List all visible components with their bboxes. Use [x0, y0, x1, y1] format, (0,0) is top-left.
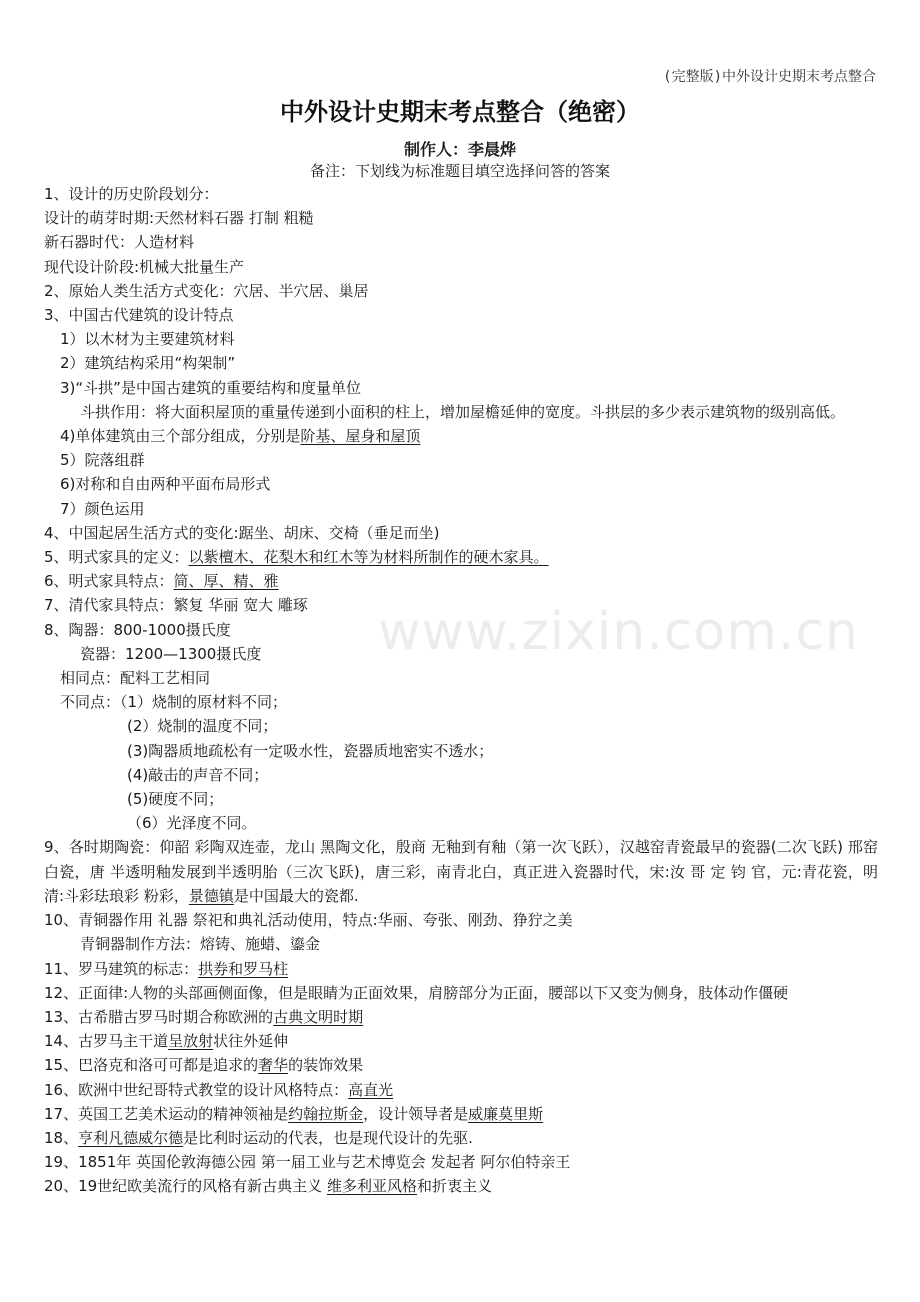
text-segment: 是比利时运动的代表，也是现代设计的先驱.: [183, 1128, 473, 1147]
item-5-heading: [44, 545, 878, 569]
author-line: 制作人：李晨烨: [403, 140, 516, 159]
sub-item: 5）院落组群: [60, 451, 145, 470]
underlined-answer: 拱券和罗马柱: [198, 959, 289, 978]
remark-line: 备注：下划线为标准题目填空选择问答的答案: [309, 162, 610, 180]
watermark-text: www.zixin.com.cn: [378, 602, 859, 662]
text-segment: 11、罗马建筑的标志：: [44, 959, 199, 978]
notes-body: [44, 182, 878, 1199]
text-segment: 14、古罗马主干道: [44, 1032, 169, 1051]
text-segment: 和折衷主义: [416, 1177, 492, 1196]
item-17-heading: [44, 1102, 878, 1126]
underlined-answer: 古典文明时期: [273, 1007, 364, 1026]
underlined-answer: 威廉莫里斯: [468, 1104, 544, 1123]
text-segment: 13、古希腊古罗马时期合称欧洲的: [44, 1007, 274, 1026]
text-line: 瓷器：1200—1300摄氏度: [80, 644, 262, 663]
item-6-heading: [44, 569, 878, 593]
difference-item: （6）光泽度不同。: [127, 814, 257, 833]
text-segment: 17、英国工艺美术运动的精神领袖是: [44, 1104, 289, 1123]
text-segment: 的装饰效果: [288, 1056, 364, 1075]
page-title: 中外设计史期末考点整合（绝密）: [280, 98, 640, 126]
item-1-heading: 1、设计的历史阶段划分：: [44, 185, 219, 203]
underlined-answer: 阶基、屋身和屋顶: [300, 427, 421, 446]
text-line: 青铜器制作方法：熔铸、施蜡、鎏金: [80, 935, 321, 954]
text-line: 不同点：（1）烧制的原材料不同；: [60, 693, 288, 712]
item-4-heading: 4、中国起居生活方式的变化:踞坐、胡床、交椅（垂足而坐): [44, 523, 440, 542]
text-line: 设计的萌芽时期:天然材料石器 打制 粗糙: [44, 209, 314, 228]
underlined-answer: 景德镇: [188, 886, 234, 905]
text-line: 现代设计阶段:机械大批量生产: [44, 257, 245, 276]
item-2-heading: 2、原始人类生活方式变化：穴居、半穴居、巢居: [44, 281, 369, 300]
dougong-function-paragraph: 斗拱作用：将大面积屋顶的重量传递到小面积的柱上，增加屋檐延伸的宽度。斗拱层的多少表示建筑物的级别高低。: [80, 402, 846, 421]
sub-item: 3)“斗拱”是中国古建筑的重要结构和度量单位: [60, 378, 361, 397]
item-8-heading: 8、陶器：800-1000摄氏度: [44, 620, 231, 639]
item-9-paragraph: [44, 835, 878, 908]
difference-item: (3)陶器质地疏松有一定吸水性，瓷器质地密实不透水；: [127, 741, 494, 760]
text-segment: ，设计领导者是: [363, 1104, 469, 1123]
item-18-heading: [44, 1126, 878, 1150]
underlined-answer: 呈放射: [168, 1032, 214, 1051]
text-segment: 16、欧洲中世纪哥特式教堂的设计风格特点：: [44, 1080, 349, 1099]
item-16-heading: [44, 1078, 878, 1102]
text-segment: 20、19世纪欧美流行的风格有新古典主义: [44, 1177, 327, 1196]
underlined-answer: 亨利凡德威尔德: [78, 1128, 184, 1147]
item-10-heading: 10、青铜器作用 礼器 祭祀和典礼活动使用，特点:华丽、夸张、刚劲、狰狞之美: [44, 911, 573, 930]
item-19-heading: 19、1851年 英国伦敦海德公园 第一届工业与艺术博览会 发起者 阿尔伯特亲王: [44, 1153, 571, 1172]
text-line: 新石器时代：人造材料: [44, 233, 195, 252]
difference-item: (4)敲击的声音不同；: [127, 765, 269, 784]
text-segment: 状往外延伸: [213, 1032, 289, 1051]
difference-item: (2）烧制的温度不同；: [127, 717, 278, 736]
underlined-answer: 高直光: [348, 1080, 394, 1099]
sub-item: 6)对称和自由两种平面布局形式: [60, 475, 271, 494]
sub-item: 2）建筑结构采用“构架制”: [60, 354, 236, 373]
text-segment: 18、: [44, 1128, 79, 1147]
text-segment: 是中国最大的瓷都.: [233, 886, 359, 905]
running-header: (完整版)中外设计史期末考点整合: [663, 69, 876, 85]
item-12-paragraph: 12、正面律:人物的头部画侧面像，但是眼睛为正面效果，肩膀部分为正面，腰部以下又变为侧身，肢体动作僵硬: [44, 983, 789, 1002]
text-segment: 5、明式家具的定义：: [44, 548, 189, 567]
text-segment: 15、巴洛克和洛可可都是追求的: [44, 1056, 259, 1075]
item-20-heading: [44, 1174, 878, 1198]
underlined-answer: 以紫檀木、花梨木和红木等为材料所制作的硬木家具。: [188, 548, 549, 567]
text-line: 相同点：配料工艺相同: [60, 669, 211, 688]
item-11-heading: [44, 957, 878, 981]
sub-item: [44, 424, 878, 448]
text-segment: 6、明式家具特点：: [44, 572, 174, 591]
item-14-heading: [44, 1029, 878, 1053]
difference-item: (5)硬度不同；: [127, 790, 224, 809]
underlined-answer: 奢华: [258, 1056, 289, 1075]
item-7-heading: 7、清代家具特点：繁复 华丽 宽大 雕琢: [44, 596, 308, 615]
sub-item: 7）颜色运用: [60, 499, 145, 518]
item-3-heading: 3、中国古代建筑的设计特点: [44, 306, 234, 325]
underlined-answer: 简、厚、精、雅: [173, 572, 279, 591]
text-segment: 9、各时期陶瓷：仰韶 彩陶双连壶，龙山 黑陶文化，殷商 无釉到有釉（第一次飞跃），汉越窑青瓷最早的瓷器(二次飞跃) 邢窑白瓷，唐 半透明釉发展到半透明胎（三次飞跃)，唐三彩，南青北白，真正进入瓷器时代，宋:汝 哥 定 钧 官，元:青花瓷，明清:斗彩珐琅彩 粉彩，: [44, 838, 878, 905]
underlined-answer: 约翰拉斯金: [288, 1104, 364, 1123]
item-13-heading: [44, 1005, 878, 1029]
item-15-heading: [44, 1053, 878, 1077]
underlined-answer: 维多利亚风格: [326, 1177, 417, 1196]
text-segment: 4)单体建筑由三个部分组成，分别是: [60, 427, 301, 446]
sub-item: 1）以木材为主要建筑材料: [60, 330, 235, 349]
